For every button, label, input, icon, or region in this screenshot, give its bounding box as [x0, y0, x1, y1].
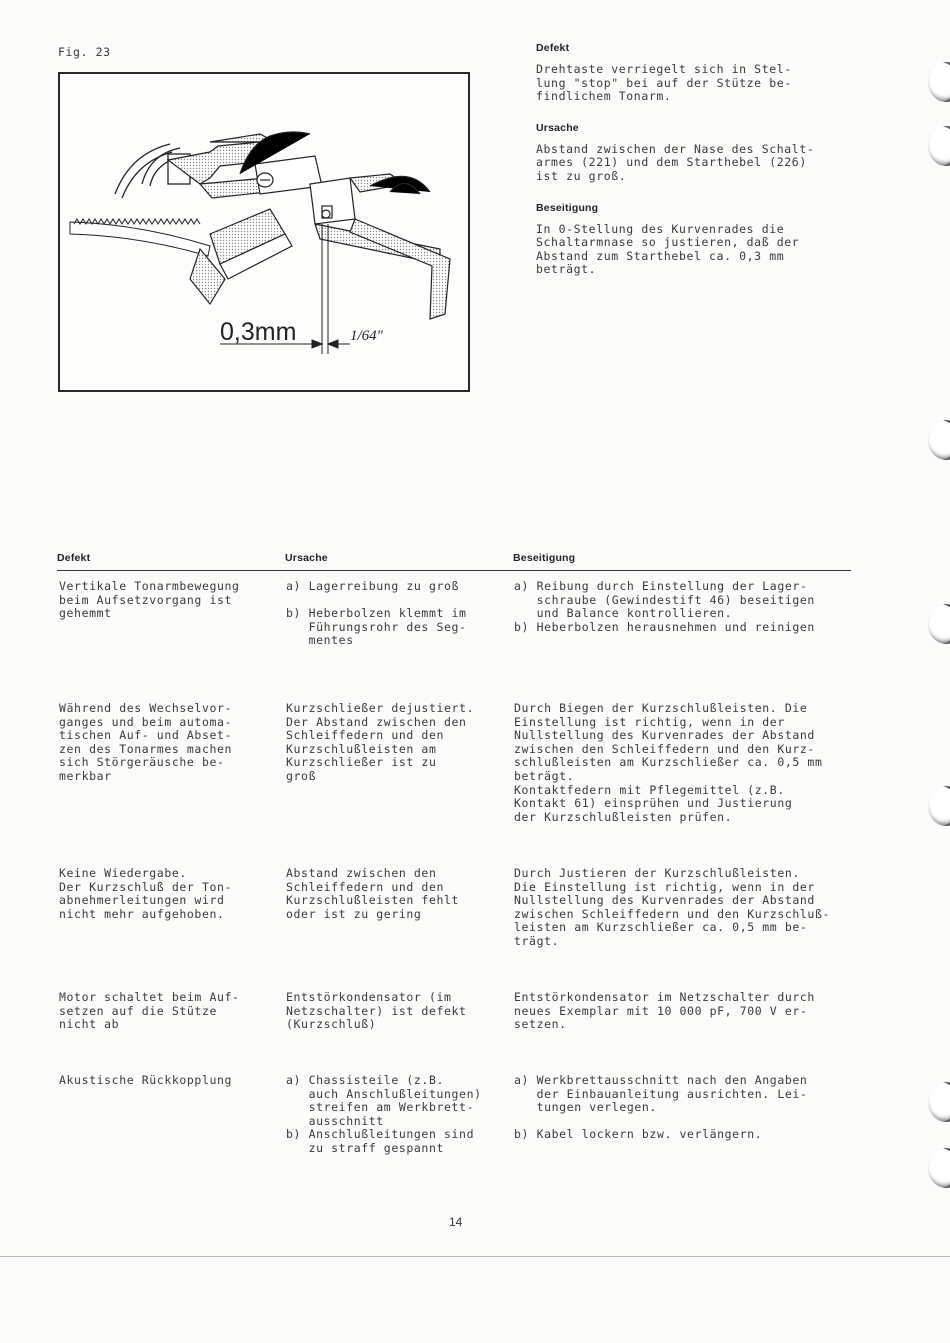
- ursache-heading: Ursache: [536, 121, 579, 134]
- binder-hole-icon: [928, 1148, 950, 1188]
- column-header-beseitigung: Beseitigung: [513, 552, 576, 564]
- switch-arm: [168, 132, 322, 198]
- cell-ursache: Kurzschließer dejustiert. Der Abstand zwischen den Schleiffedern und den Kurzschlußleisten am Kurzschließer ist zu groß: [286, 701, 475, 783]
- binder-hole-icon: [928, 420, 950, 460]
- cell-beseitigung: Entstörkondensator im Netzschalter durch neues Exemplar mit 10 000 pF, 700 V er- setzen.: [514, 990, 815, 1032]
- ursache-text: Abstand zwischen der Nase des Schalt- armes (221) und dem Starthebel (226) ist zu groß.: [536, 141, 815, 183]
- binder-hole-icon: [928, 604, 950, 644]
- cell-beseitigung: a) Reibung durch Einstellung der Lager- schraube (Gewindestift 46) beseitigen und Balance kontrollieren. b) Heberbolzen herausnehmen und reinigen: [514, 579, 815, 634]
- binder-hole-icon: [928, 1082, 950, 1122]
- fault-info-panel: [536, 42, 866, 295]
- cell-defekt: Vertikale Tonarmbewegung beim Aufsetzvorgang ist gehemmt: [59, 579, 240, 621]
- cell-beseitigung: Durch Justieren der Kurzschlußleisten. Die Einstellung ist richtig, wenn in der Nullstellung des Kurvenrades der Abstand zwischen Schleiffedern und den Kurzschluß- leisten am Kurzschließer ca. 0,5 mm be- trägt.: [514, 866, 830, 948]
- start-lever: [310, 174, 450, 319]
- column-header-ursache: Ursache: [285, 552, 328, 564]
- figure-illustration: [58, 72, 470, 392]
- cell-defekt: Motor schaltet beim Auf- setzen auf die Stütze nicht ab: [59, 990, 240, 1032]
- cell-defekt: Keine Wiedergabe. Der Kurzschluß der Ton- abnehmerleitungen wird nicht mehr aufgehoben.: [59, 866, 233, 921]
- page-number: 14: [449, 1215, 463, 1229]
- cell-beseitigung: a) Werkbrettausschnitt nach den Angaben der Einbauanleitung ausrichten. Lei- tungen verlegen. b) Kabel lockern bzw. verlängern.: [514, 1073, 808, 1142]
- measurement-imperial: 1/64": [350, 328, 383, 344]
- gear-rack: [70, 219, 210, 256]
- defekt-text: Drehtaste verriegelt sich in Stel- lung "stop" bei auf der Stütze be- findlichem Tonarm.: [536, 62, 792, 104]
- binder-hole-icon: [928, 786, 950, 826]
- cam-wheel: [115, 144, 190, 198]
- defekt-heading: Defekt: [536, 42, 570, 54]
- cell-ursache: a) Chassisteile (z.B. auch Anschlußleitungen) streifen am Werkbrett- ausschnitt b) Anschlußleitungen sind zu straff gespannt: [286, 1073, 482, 1155]
- beseitigung-text: In 0-Stellung des Kurvenrades die Schaltarmnase so justieren, daß der Abstand zum Starthebel ca. 0,3 mm beträgt.: [536, 221, 800, 277]
- cell-ursache: Abstand zwischen den Schleiffedern und den Kurzschlußleisten fehlt oder ist zu gering: [286, 866, 460, 921]
- cell-defekt: Während des Wechselvor- ganges und beim automa- tischen Auf- und Abset- zen des Tonarmes machen sich Störgeräusche be- merkbar: [59, 701, 233, 783]
- binder-hole-icon: [928, 62, 950, 102]
- table-header: [57, 550, 851, 571]
- cell-ursache: Entstörkondensator (im Netzschalter) ist defekt (Kurzschluß): [286, 990, 467, 1032]
- cell-beseitigung: Durch Biegen der Kurzschlußleisten. Die Einstellung ist richtig, wenn in der Nullstellung des Kurvenrades der Abstand zwischen den Schleiffedern und den Kurz- schlußleisten am Kurzschließer ca. 0,5 mm beträgt. Kontaktfedern mit Pflegemittel (z.B. Kontakt 61) einsprühen und Justierung der Kurzschlußleisten prüfen.: [514, 701, 823, 824]
- cell-defekt: Akustische Rückkopplung: [59, 1073, 233, 1087]
- mechanism-drawing: [60, 74, 468, 390]
- page-bottom-edge: [0, 1256, 950, 1257]
- binder-hole-icon: [928, 126, 950, 166]
- measurement-metric: 0,3mm: [220, 318, 297, 346]
- column-header-defekt: Defekt: [57, 552, 91, 564]
- cell-ursache: a) Lagerreibung zu groß b) Heberbolzen klemmt im Führungsrohr des Seg- mentes: [286, 579, 467, 648]
- beseitigung-heading: Beseitigung: [536, 201, 599, 214]
- chassis-plate: [190, 209, 292, 304]
- figure-label: Fig. 23: [58, 45, 111, 59]
